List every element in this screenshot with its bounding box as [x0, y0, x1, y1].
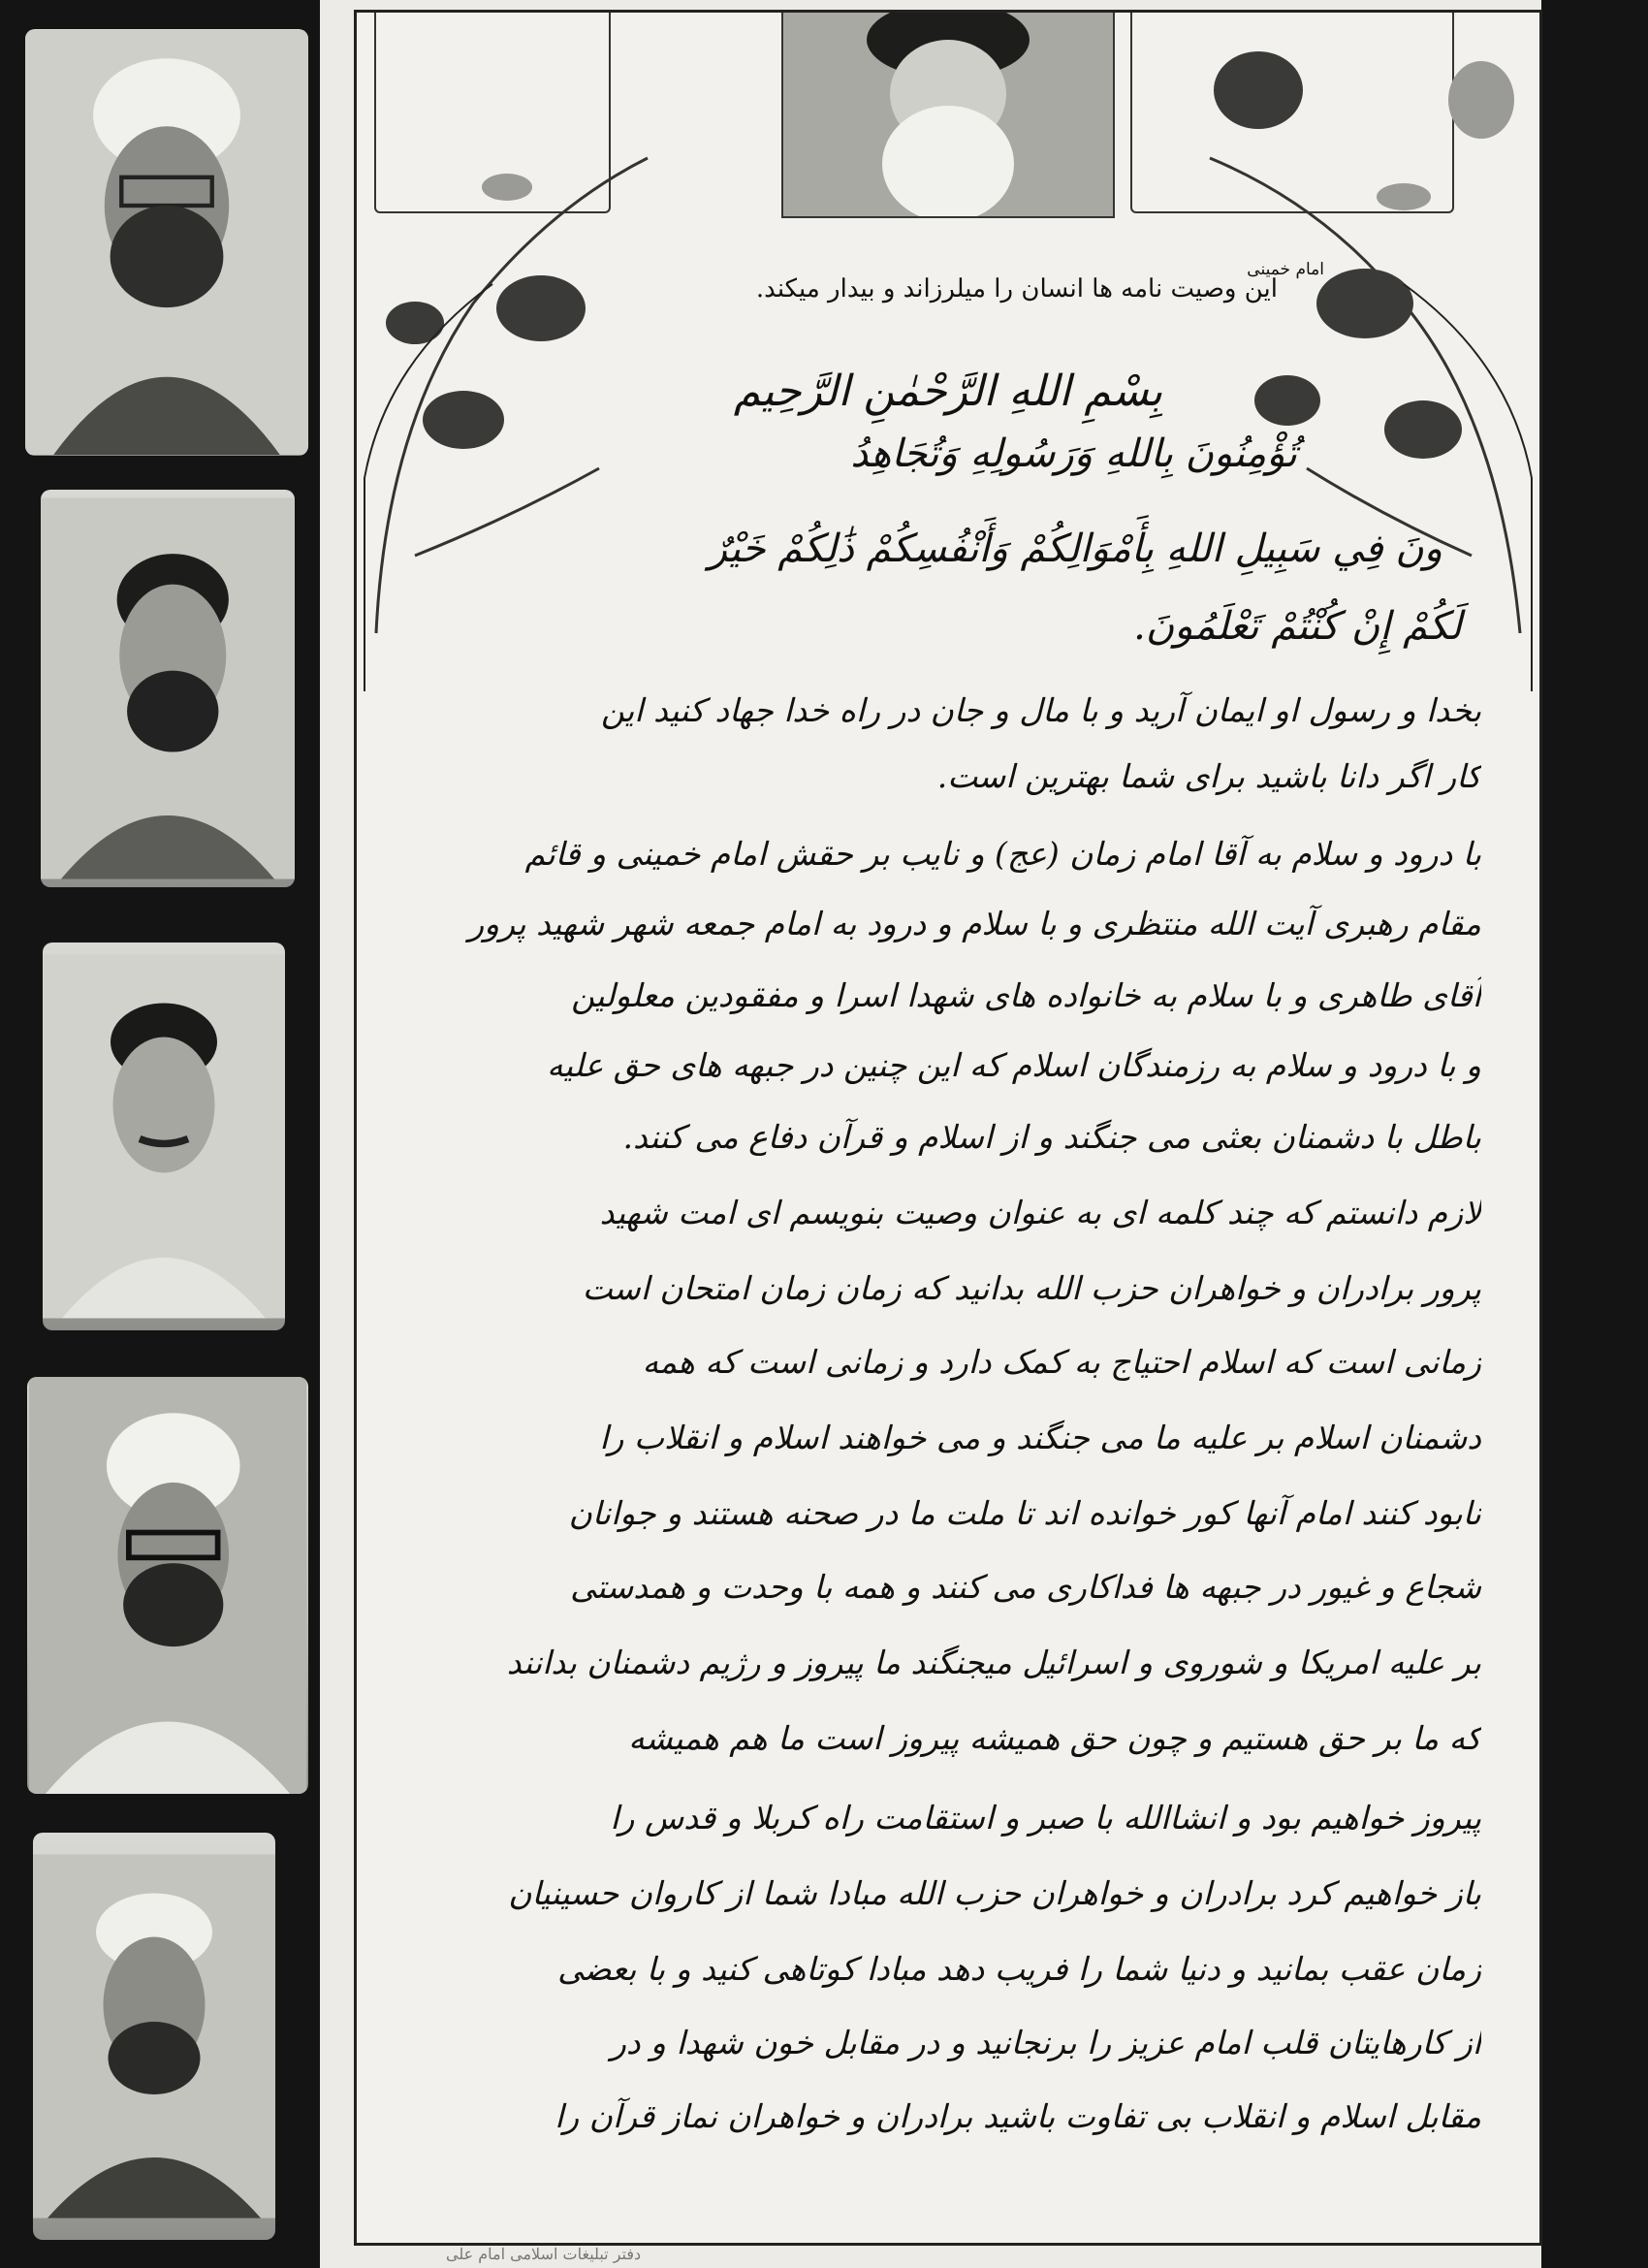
body-line-20: مقابل اسلام و انقلاب بی تفاوت باشید برادران و خواهران نماز قرآن را — [555, 2097, 1481, 2135]
testament-letter — [354, 10, 1542, 2246]
body-line-12: نابود کنند امام آنها کور خوانده اند تا ملت ما در صحنه هستند و جوانان — [568, 1494, 1481, 1532]
martyr-photo-3 — [43, 942, 285, 1330]
left-photo-strip — [0, 0, 320, 2268]
body-line-15: که ما بر حق هستیم و چون حق همیشه پیروز است ما هم همیشه — [628, 1719, 1481, 1757]
body-line-9: پرور برادران و خواهران حزب الله بدانید که زمان زمان امتحان است — [582, 1269, 1481, 1307]
epigraph-author: امام خمینی — [1247, 260, 1324, 279]
verse-line-3: لَكُمْ إِنْ كُنْتُمْ تَعْلَمُونَ. — [1133, 604, 1462, 649]
body-line-18: زمان عقب بمانید و دنیا شما را فریب دهد مبادا کوتاهی کنید و با بعضی — [557, 1950, 1481, 1988]
body-line-8: لازم دانستم که چند کلمه ای به عنوان وصیت بنویسم ای امت شهید — [599, 1194, 1481, 1231]
martyr-photo-2 — [41, 490, 295, 887]
basmala: بِسْمِ اللهِ الرَّحْمٰنِ الرَّحِيم — [733, 367, 1163, 416]
body-line-3: با درود و سلام به آقا امام زمان (عج) و نایب بر حقش امام خمینی و قائم — [524, 835, 1481, 873]
body-line-7: باطل با دشمنان بعثی می جنگند و از اسلام و قرآن دفاع می کنند. — [622, 1118, 1481, 1156]
body-line-10: زمانی است که اسلام احتیاج به کمک دارد و زمانی است که همه — [642, 1343, 1481, 1381]
tulip-ornament — [357, 13, 1539, 691]
body-line-2: کار اگر دانا باشید برای شما بهترین است. — [936, 757, 1481, 795]
verse-line-1: تُؤْمِنُونَ بِاللهِ وَرَسُولِهِ وَتُجَاهِدُ — [850, 431, 1297, 476]
body-line-17: باز خواهیم کرد برادران و خواهران حزب الله مبادا شما از کاروان حسینیان — [508, 1874, 1481, 1912]
footer-stamp-note: دفتر تبلیغات اسلامی امام علی — [446, 2245, 642, 2263]
martyr-photo-4 — [27, 1377, 308, 1794]
martyr-photo-5 — [33, 1833, 275, 2240]
right-photo-strip — [1541, 0, 1648, 2268]
body-line-19: از کارهایتان قلب امام عزیز را برنجانید و در مقابل خون شهدا و در — [610, 2024, 1481, 2061]
verse-line-2: ونَ فِي سَبِيلِ اللهِ بِأَمْوَالِكُمْ وَأَنْفُسِكُمْ ذَٰلِكُمْ خَيْرٌ — [708, 527, 1442, 571]
body-line-6: و با درود و سلام به رزمندگان اسلام که این چنین در جبهه های حق علیه — [547, 1046, 1481, 1084]
body-line-16: پیروز خواهیم بود و انشاالله با صبر و استقامت راه کربلا و قدس را — [610, 1799, 1481, 1837]
body-line-14: بر علیه امریکا و شوروی و اسرائیل میجنگند ما پیروز و رژیم دشمنان بدانند — [506, 1644, 1481, 1681]
epigraph: این وصیت نامه ها انسان را میلرزاند و بیدار میکند. — [755, 274, 1278, 303]
body-line-1: بخدا و رسول او ایمان آرید و با مال و جان در راه خدا جهاد کنید این — [601, 691, 1481, 729]
body-line-5: آقای طاهری و با سلام به خانواده های شهدا اسرا و مفقودین معلولین — [571, 976, 1481, 1014]
body-line-11: دشمنان اسلام بر علیه ما می جنگند و می خواهند اسلام و انقلاب را — [599, 1419, 1481, 1456]
martyr-photo-1 — [25, 29, 308, 456]
body-line-4: مقام رهبری آیت الله منتظری و با سلام و درود به امام جمعه شهر شهید پرور — [468, 905, 1481, 942]
body-line-13: شجاع و غیور در جبهه ها فداکاری می کنند و همه با وحدت و همدستی — [570, 1568, 1481, 1606]
decorative-header — [357, 13, 1539, 691]
